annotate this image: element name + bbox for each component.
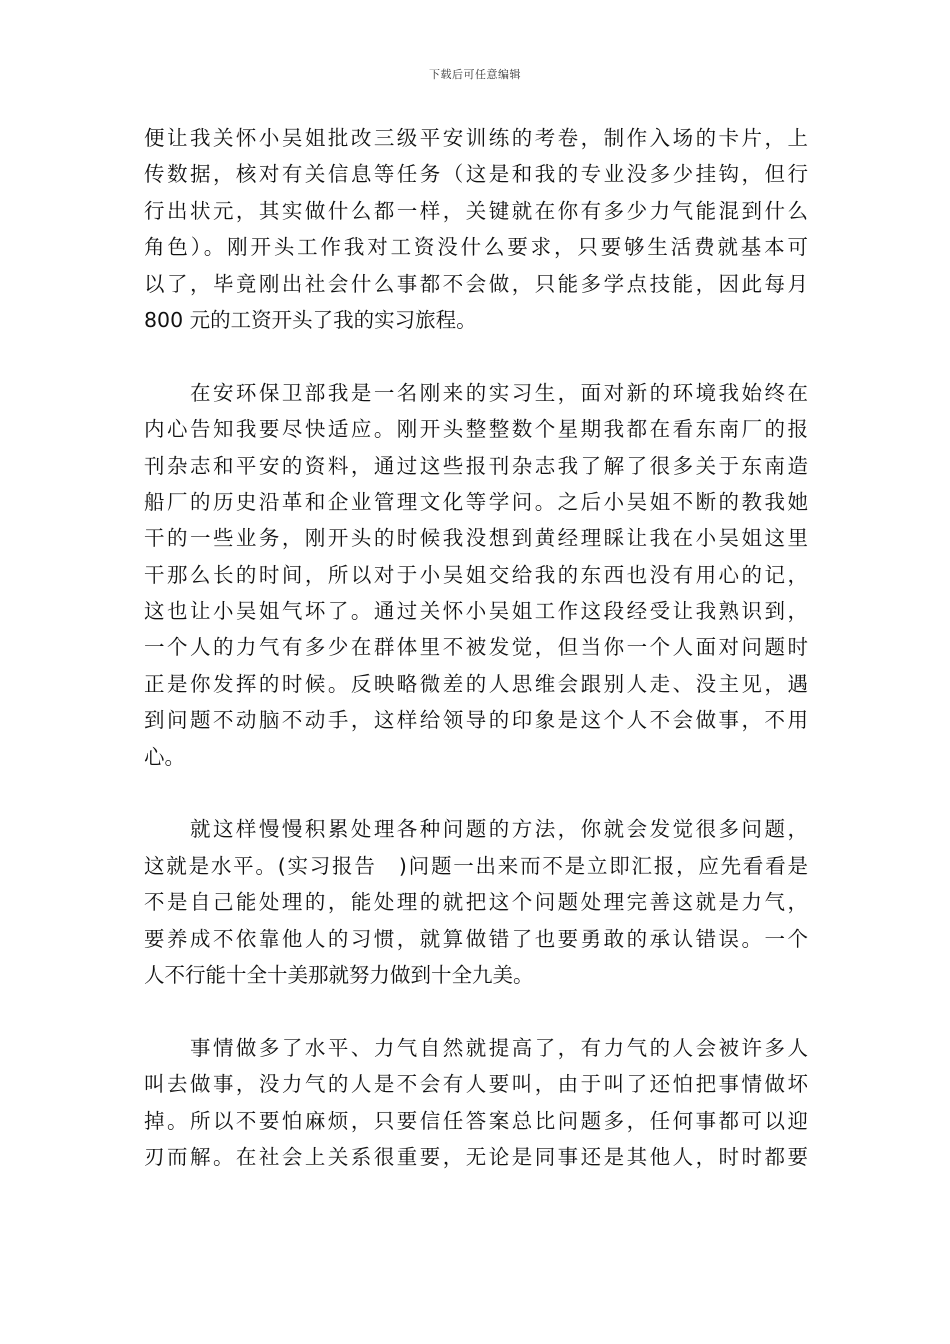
text-line: 要养成不依靠他人的习惯，就算做错了也要勇敢的承认错误。一个 <box>144 926 808 951</box>
text-line: 船厂的历史沿革和企业管理文化等学问。之后小吴姐不断的教我她 <box>144 489 808 514</box>
paragraph-spacer <box>144 338 808 374</box>
text-line: 行出状元，其实做什么都一样，关键就在你有多少力气能混到什么 <box>144 198 808 223</box>
paragraph-3 <box>144 811 808 993</box>
text-line: 800 元的工资开头了我的实习旅程。 <box>144 307 477 332</box>
text-line: 干那么长的时间，所以对于小吴姐交给我的东西也没有用心的记， <box>144 562 808 587</box>
text-line: 就这样慢慢积累处理各种问题的方法，你就会发觉很多问题， <box>144 817 808 842</box>
text-line: 刃而解。在社会上关系很重要，无论是同事还是其他人，时时都要 <box>144 1144 808 1169</box>
text-line: 到问题不动脑不动手，这样给领导的印象是这个人不会做事，不用 <box>144 708 808 733</box>
text-line: 正是你发挥的时候。反映略微差的人思维会跟别人走、没主见，遇 <box>144 671 808 696</box>
text-line: 在安环保卫部我是一名刚来的实习生，面对新的环境我始终在 <box>144 380 808 405</box>
text-line: 干的一些业务，刚开头的时候我没想到黄经理睬让我在小吴姐这里 <box>144 526 808 551</box>
paragraph-2 <box>144 375 808 775</box>
text-line: 不是自己能处理的，能处理的就把这个问题处理完善这就是力气， <box>144 890 808 915</box>
text-line: 掉。所以不要怕麻烦，只要信任答案总比问题多，任何事都可以迎 <box>144 1108 808 1133</box>
text-line: 以了，毕竟刚出社会什么事都不会做，只能多学点技能，因此每月 <box>144 271 808 296</box>
text-line: 传数据，核对有关信息等任务（这是和我的专业没多少挂钩，但行 <box>144 162 808 187</box>
text-line: 这也让小吴姐气坏了。通过关怀小吴姐工作这段经受让我熟识到， <box>144 599 808 624</box>
text-line: 人不行能十全十美那就努力做到十全九美。 <box>144 962 534 987</box>
text-line: 一个人的力气有多少在群体里不被发觉，但当你一个人面对问题时 <box>144 635 808 660</box>
text-line: 便让我关怀小吴姐批改三级平安训练的考卷，制作入场的卡片，上 <box>144 126 808 150</box>
text-line: 内心告知我要尽快适应。刚开头整整数个星期我都在看东南厂的报 <box>144 417 808 442</box>
document-body <box>144 120 808 1175</box>
text-line: 心。 <box>144 744 185 769</box>
page-header: 下载后可任意编辑 <box>429 68 521 81</box>
text-line: 刊杂志和平安的资料，通过这些报刊杂志我了解了很多关于东南造 <box>144 453 808 478</box>
paragraph-spacer <box>144 993 808 1029</box>
text-line: 事情做多了水平、力气自然就提高了，有力气的人会被许多人 <box>144 1035 808 1060</box>
text-line: 角色）。刚开头工作我对工资没什么要求，只要够生活费就基本可 <box>144 235 808 260</box>
paragraph-1 <box>144 120 808 338</box>
paragraph-4 <box>144 1030 808 1176</box>
text-line: 这就是水平。(实习报告 )问题一出来而不是立即汇报，应先看看是 <box>144 853 808 878</box>
text-line: 叫去做事，没力气的人是不会有人要叫，由于叫了还怕把事情做坏 <box>144 1072 808 1097</box>
paragraph-spacer <box>144 775 808 811</box>
